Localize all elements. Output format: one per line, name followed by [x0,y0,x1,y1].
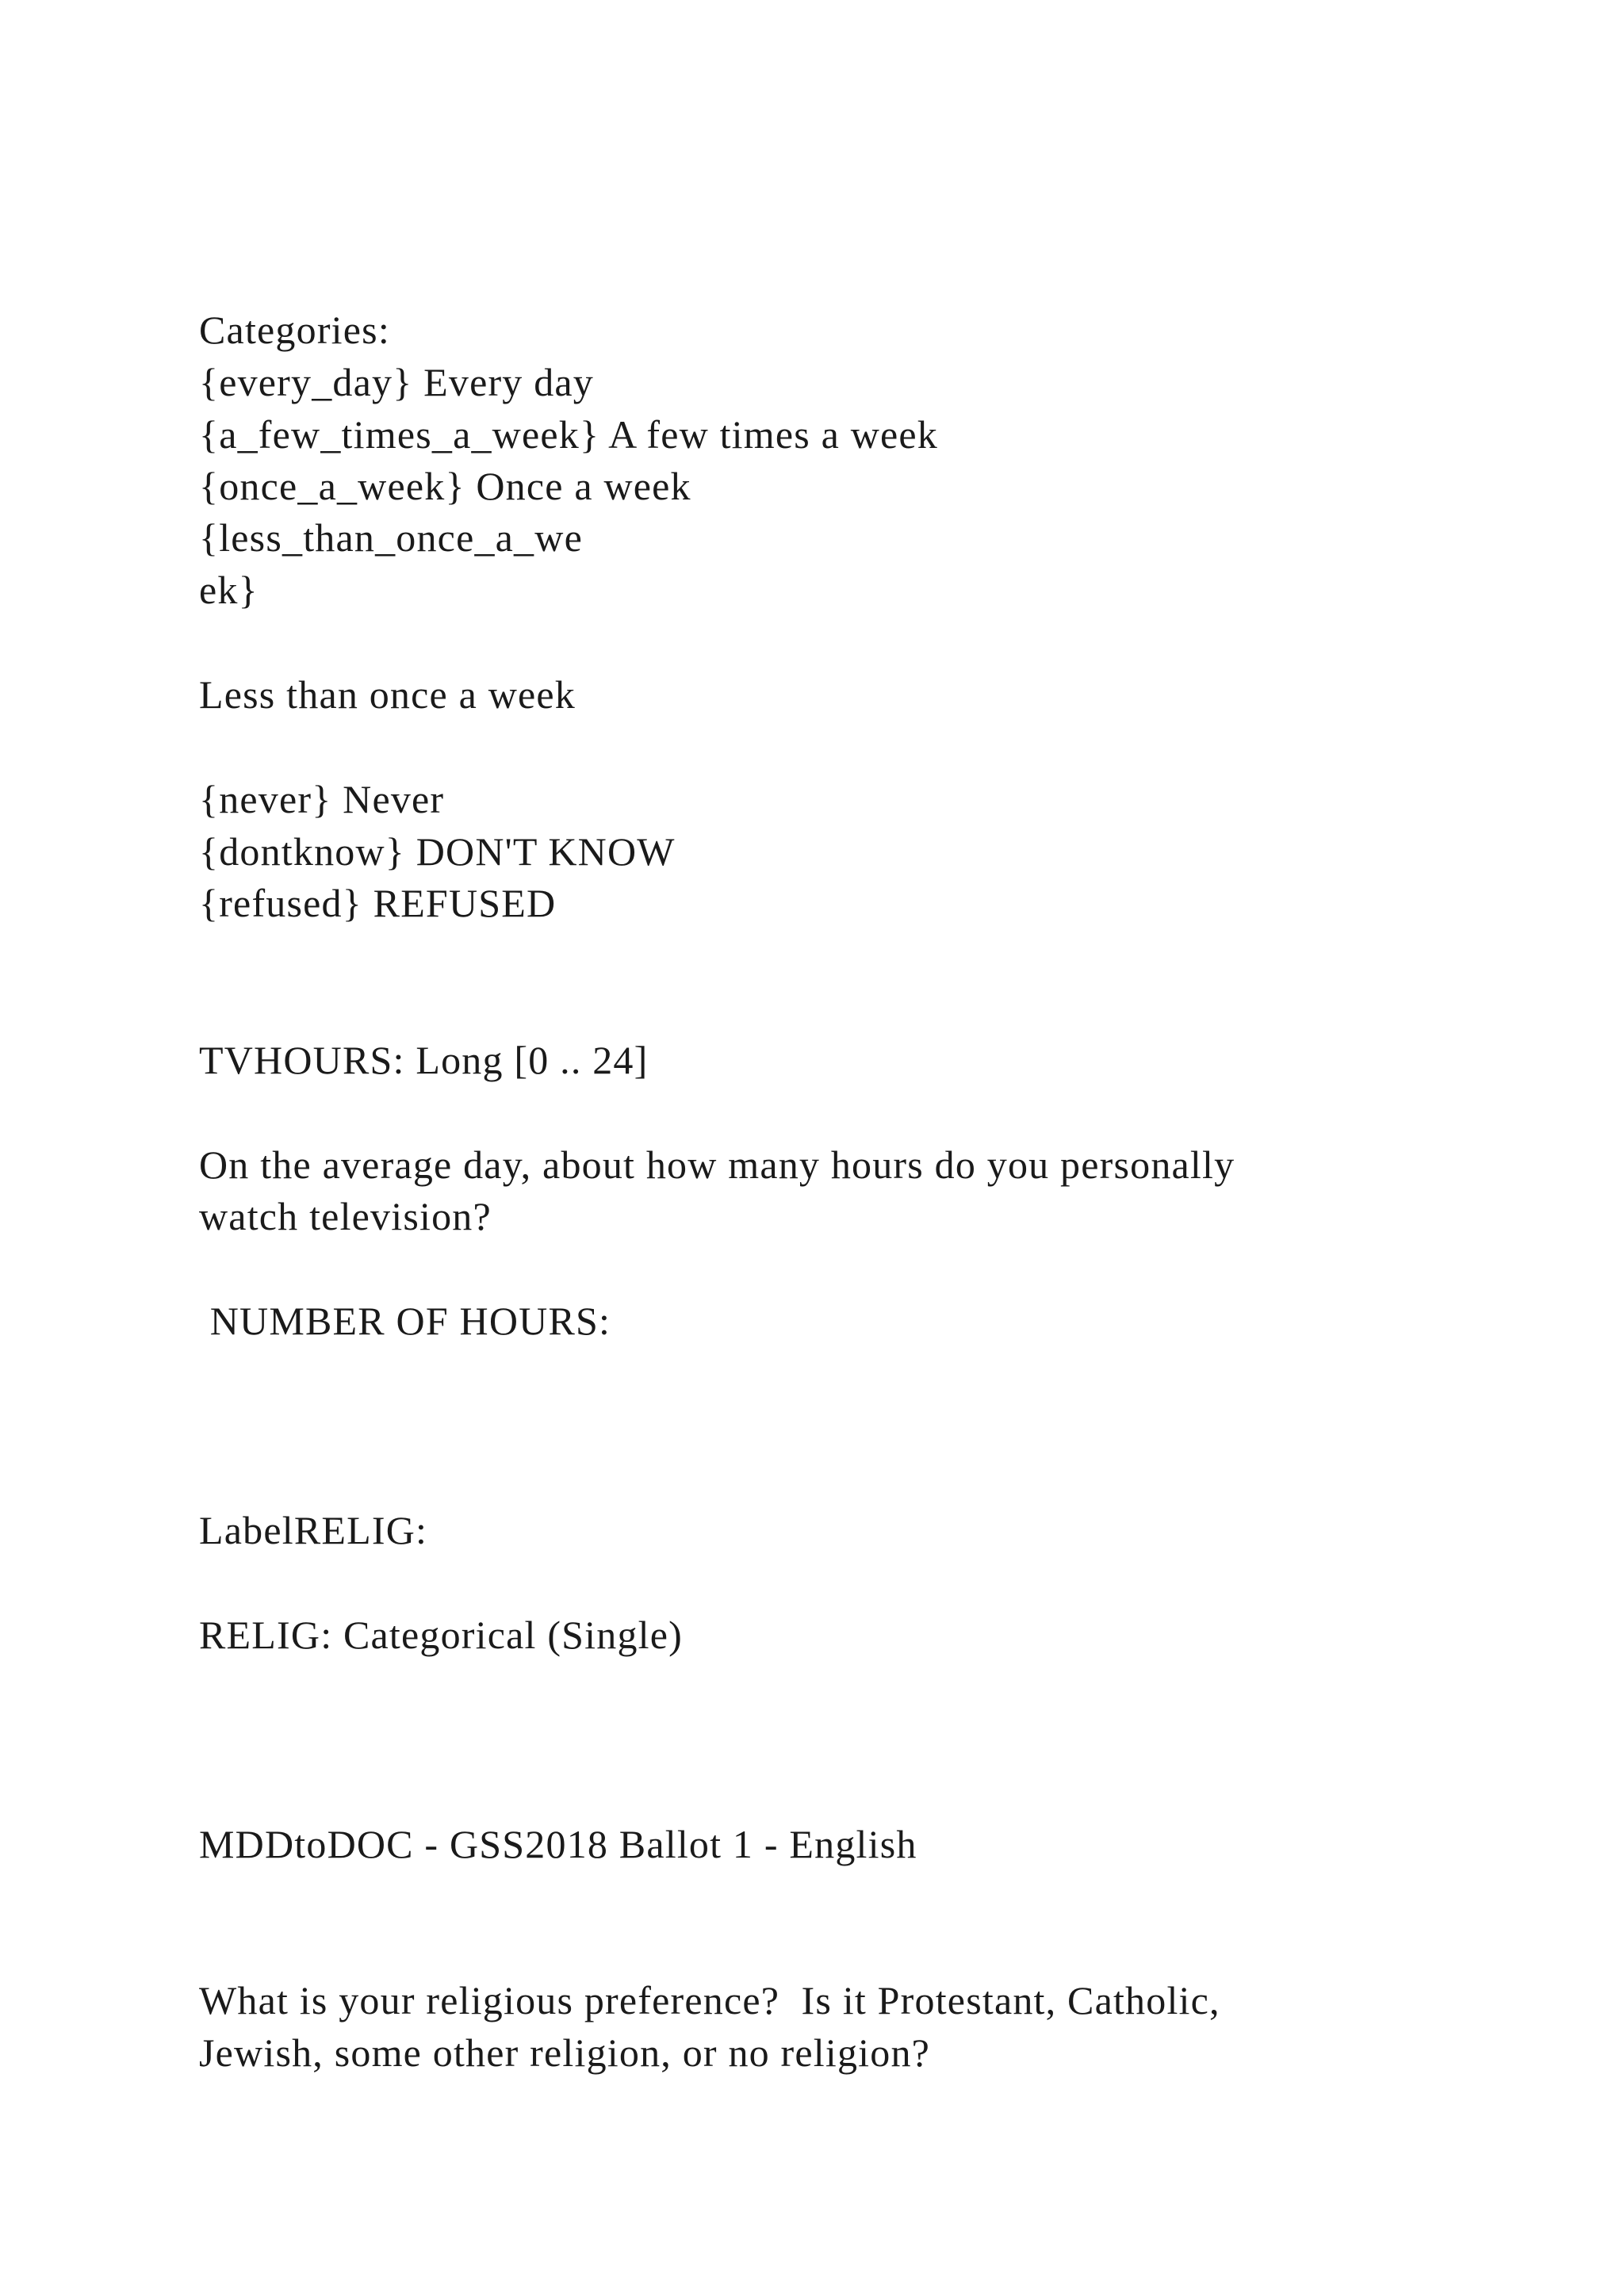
categories-heading: Categories: [199,308,390,352]
tvhours-question-line2: watch television? [199,1194,492,1238]
relig-question-line1: What is your religious preference? Is it Protestant, Catholic, [199,1978,1220,2022]
category-refused: {refused} REFUSED [199,881,557,925]
document-source-line: MDDtoDOC - GSS2018 Ballot 1 - English [199,1822,917,1866]
category-less-than-once-code-part1: {less_than_once_a_we [199,515,583,560]
label-relig: LabelRELIG: [199,1508,428,1552]
category-never: {never} Never [199,777,445,821]
category-every-day: {every_day} Every day [199,360,595,404]
tvhours-question-line1: On the average day, about how many hours do you personally [199,1142,1235,1187]
relig-variable-header: RELIG: Categorical (Single) [199,1613,684,1657]
category-less-than-once-label: Less than once a week [199,672,576,717]
tvhours-variable-header: TVHOURS: Long [0 .. 24] [199,1038,649,1082]
category-less-than-once-code-part2: ek} [199,568,259,612]
relig-question-line2: Jewish, some other religion, or no religion? [199,2030,931,2075]
category-a-few-times-a-week: {a_few_times_a_week} A few times a week [199,412,939,457]
number-of-hours-label: NUMBER OF HOURS: [199,1299,611,1343]
category-dontknow: {dontknow} DON'T KNOW [199,829,676,874]
category-once-a-week: {once_a_week} Once a week [199,464,691,508]
